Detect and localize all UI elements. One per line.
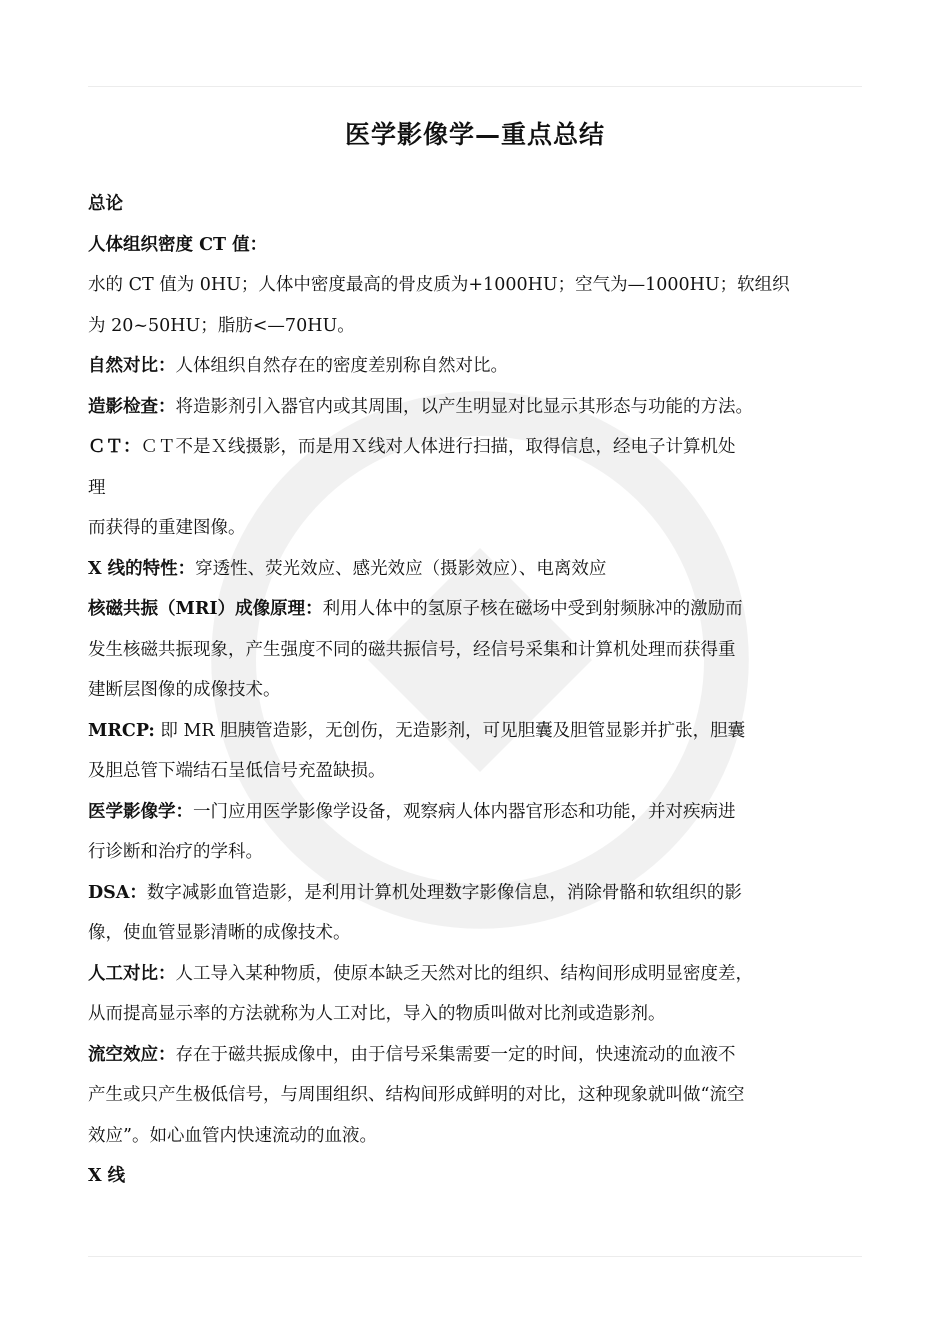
text-line (88, 231, 868, 272)
text-line (88, 838, 868, 879)
body-text: 即 MR 胆胰管造影，无创伤，无造影剂，可见胆囊及胆管显影并扩张，胆囊 (154, 720, 746, 741)
text-line (88, 433, 868, 474)
text-line (88, 717, 868, 758)
body-text: 效应”。如心血管内快速流动的血液。 (88, 1125, 377, 1146)
text-line (88, 1041, 868, 1082)
footer-rule (88, 1256, 862, 1257)
body-text: 发生核磁共振现象，产生强度不同的磁共振信号，经信号采集和计算机处理而获得重 (88, 639, 736, 660)
text-line (88, 271, 868, 312)
text-line (88, 312, 868, 353)
text-line (88, 595, 868, 636)
term-label: 核磁共振（MRI）成像原理： (88, 599, 323, 619)
text-line (88, 757, 868, 798)
body-text: 人体组织自然存在的密度差别称自然对比。 (175, 356, 508, 376)
body-text: 将造影剂引入器官内或其周围，以产生明显对比显示其形态与功能的方法。 (175, 396, 753, 417)
body-text: 利用人体中的氢原子核在磁场中受到射频脉冲的激励而 (322, 599, 743, 619)
body-text: 产生或只产生极低信号，与周围组织、结构间形成鲜明的对比，这种现象就叫做“流空 (88, 1085, 745, 1105)
text-line (88, 1000, 868, 1041)
body-text: 为 20~50HU；脂肪<—70HU。 (88, 315, 355, 336)
text-line (88, 1122, 868, 1163)
body-text: ＣＴ不是Ｘ线摄影，而是用Ｘ线对人体进行扫描，取得信息，经电子计算机处 (140, 437, 736, 457)
body-text: 理 (88, 477, 106, 498)
term-label: 总论 (88, 194, 123, 214)
text-line (88, 960, 868, 1001)
term-label: 人体组织密度 CT 值： (88, 234, 268, 255)
term-label: 医学影像学： (88, 801, 193, 822)
text-line (88, 514, 868, 555)
text-line (88, 474, 868, 515)
body-text: 像，使血管显影清晰的成像技术。 (88, 923, 351, 943)
term-label: DSA： (88, 882, 147, 903)
body-text: 一门应用医学影像学设备，观察病人体内器官形态和功能，并对疾病进 (193, 801, 736, 822)
text-line (88, 879, 868, 920)
text-line (88, 555, 868, 596)
text-line (88, 352, 868, 393)
body-text: 行诊断和治疗的学科。 (88, 842, 263, 862)
text-line (88, 393, 868, 434)
header-rule (88, 86, 862, 87)
text-line (88, 676, 868, 717)
page-title: 医学影像学—重点总结 (344, 120, 605, 149)
body-text: 穿透性、荧光效应、感光效应（摄影效应）、电离效应 (195, 558, 607, 579)
term-label: X 线的特性： (88, 558, 196, 579)
body-text: 建断层图像的成像技术。 (88, 680, 281, 700)
text-line (88, 1162, 868, 1203)
term-label: X 线 (88, 1166, 126, 1186)
body-text: 水的 CT 值为 0HU；人体中密度最高的骨皮质为+1000HU；空气为—1000HU；软组织 (88, 275, 790, 295)
text-line (88, 798, 868, 839)
term-label: 人工对比： (88, 963, 176, 984)
text-line (88, 190, 868, 231)
text-line (88, 636, 868, 677)
text-line (88, 1081, 868, 1122)
term-label: ＣＴ： (88, 437, 141, 457)
body-text: 存在于磁共振成像中，由于信号采集需要一定的时间，快速流动的血液不 (175, 1044, 736, 1065)
body-text: 从而提高显示率的方法就称为人工对比，导入的物质叫做对比剂或造影剂。 (88, 1004, 666, 1024)
document-body (88, 190, 868, 1203)
body-text: 及胆总管下端结石呈低信号充盈缺损。 (88, 761, 386, 781)
term-label: 流空效应： (88, 1044, 176, 1065)
body-text: 数字减影血管造影，是利用计算机处理数字影像信息，消除骨骼和软组织的影 (146, 882, 742, 903)
body-text: 而获得的重建图像。 (88, 518, 246, 538)
term-label: 造影检查： (88, 396, 176, 417)
text-line (88, 919, 868, 960)
term-label: 自然对比： (88, 356, 176, 376)
body-text: 人工导入某种物质，使原本缺乏天然对比的组织、结构间形成明显密度差， (175, 963, 753, 984)
term-label: MRCP: (88, 720, 155, 741)
